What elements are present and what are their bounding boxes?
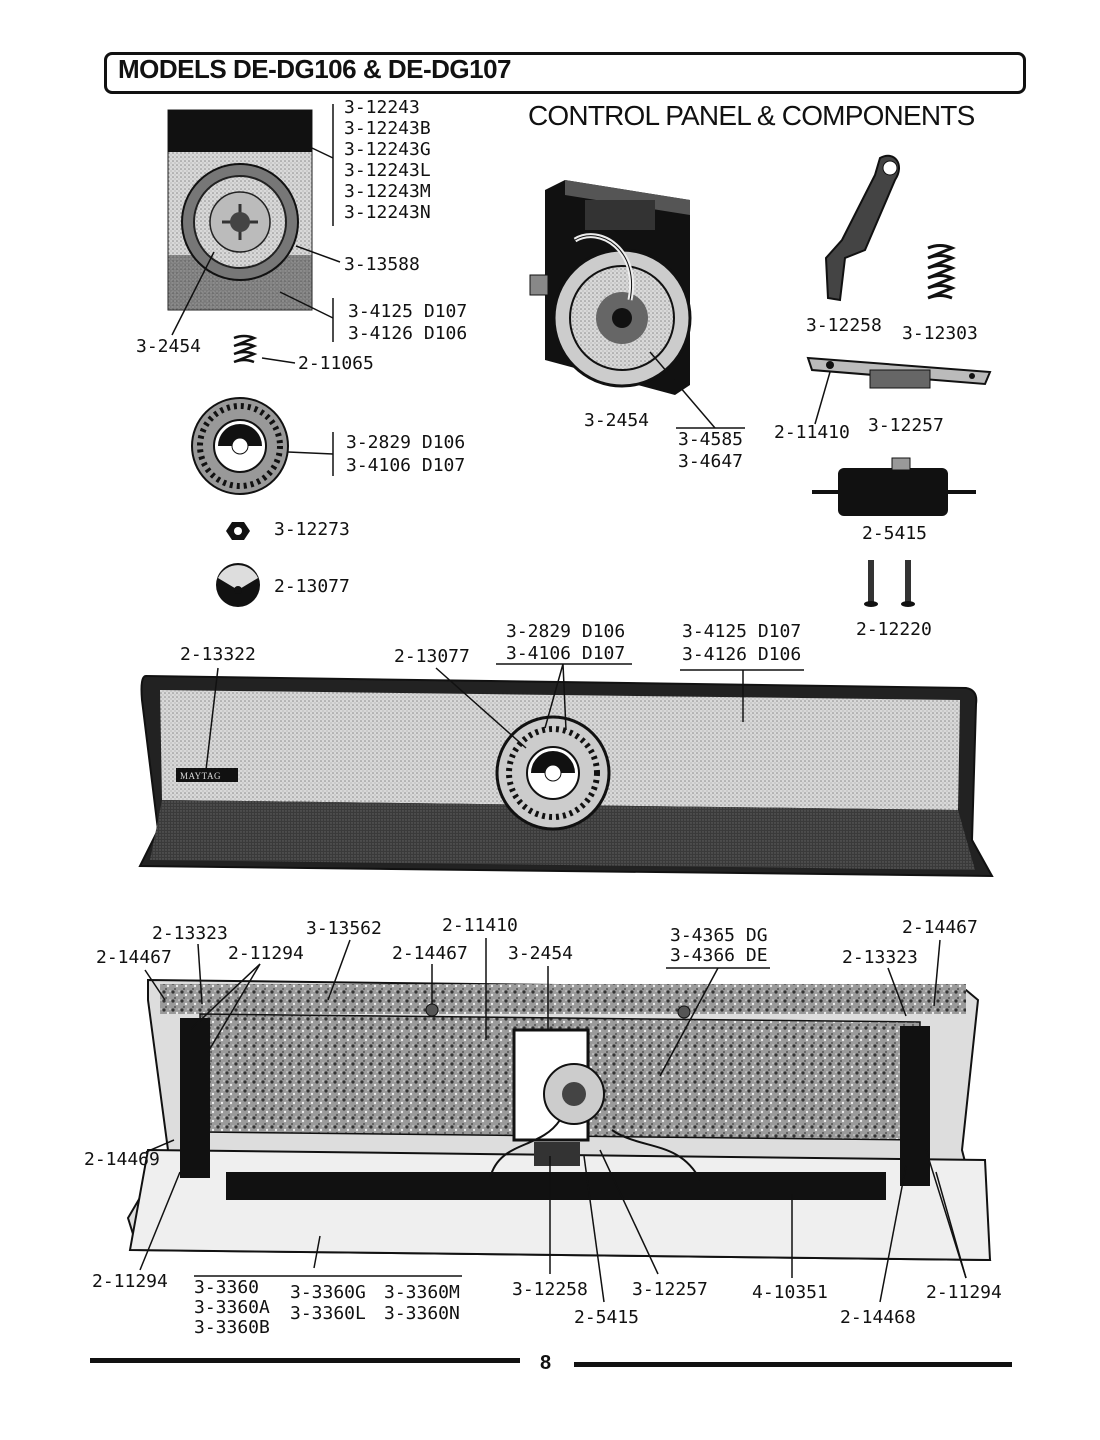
- label-rear-screw-left: 2-14467: [96, 947, 172, 968]
- label-knob-ball: 2-13077: [274, 576, 350, 597]
- label-front-dial-d107: 3-4106 D107: [506, 643, 626, 664]
- section-subtitle: CONTROL PANEL & COMPONENTS: [528, 100, 975, 131]
- label-console-g: 3-3360N: [384, 1303, 460, 1324]
- timer-icon: [530, 180, 690, 395]
- label-rear-timer-clip: 3-2454: [508, 943, 574, 964]
- small-spring-icon: [234, 336, 254, 362]
- label-knob-set-5: 3-12243M: [344, 181, 431, 202]
- label-rear-clip-bottom-right: 2-11294: [926, 1282, 1002, 1303]
- knob-ball-icon: [216, 563, 260, 607]
- label-rear-screw-mid: 2-14467: [392, 943, 468, 964]
- label-timer-a: 3-4585: [678, 429, 744, 450]
- label-rear-screw-bracket: 2-11410: [442, 915, 518, 936]
- label-rear-washer-left: 2-14469: [84, 1149, 160, 1170]
- switch-icon: [812, 458, 976, 516]
- label-knob-set-2: 3-12243B: [344, 118, 431, 139]
- dial-icon: [192, 398, 288, 494]
- label-timer-clip: 3-2454: [584, 410, 650, 431]
- label-console-f: 3-3360M: [384, 1282, 460, 1303]
- label-rear-clip-bottom-left: 2-11294: [92, 1271, 168, 1292]
- label-dial-d107: 3-4106 D107: [346, 455, 466, 476]
- label-rear-strip: 4-10351: [752, 1282, 828, 1303]
- label-rear-clip-left: 2-11294: [228, 943, 304, 964]
- knob-assembly: [168, 110, 312, 310]
- large-spring-icon: [928, 246, 952, 299]
- label-knob-set-3: 3-12243G: [344, 139, 431, 160]
- label-console-a: 3-3360: [194, 1277, 260, 1298]
- label-front-knob: 2-13077: [394, 646, 470, 667]
- label-rear-plate: 3-12257: [632, 1279, 708, 1300]
- label-knob-set-1: 3-12243: [344, 97, 420, 118]
- label-rear-screw-right: 2-14467: [902, 917, 978, 938]
- label-rear-end-cap-left: 2-13323: [152, 923, 228, 944]
- label-rear-harness-de: 3-4366 DE: [670, 945, 768, 966]
- label-rear-washer-right: 2-14468: [840, 1307, 916, 1328]
- brand-logo: MAYTAG: [180, 771, 221, 781]
- label-screw-bracket: 2-11410: [774, 422, 850, 443]
- label-console-d: 3-3360G: [290, 1282, 366, 1303]
- label-knob-set-6: 3-12243N: [344, 202, 431, 223]
- label-front-dial-d106: 3-2829 D106: [506, 621, 626, 642]
- nut-icon: [226, 522, 250, 540]
- label-dial-d106: 3-2829 D106: [346, 432, 466, 453]
- page-number: 8: [540, 1352, 552, 1374]
- label-front-skirt-d106: 3-4126 D106: [682, 644, 802, 665]
- label-screws: 2-12220: [856, 619, 932, 640]
- page-title: MODELS DE-DG106 & DE-DG107: [118, 54, 511, 84]
- label-console-b: 3-3360A: [194, 1297, 270, 1318]
- label-console-e: 3-3360L: [290, 1303, 366, 1324]
- label-nut: 3-12273: [274, 519, 350, 540]
- label-console-c: 3-3360B: [194, 1317, 270, 1338]
- label-spring-small: 2-11065: [298, 353, 374, 374]
- bracket-icon: [826, 156, 899, 300]
- label-knob-skirt-d107: 3-4125 D107: [348, 301, 468, 322]
- label-rear-harness-dg: 3-4365 DG: [670, 925, 768, 946]
- label-rear-switch: 2-5415: [574, 1307, 640, 1328]
- label-rear-bracket: 3-12258: [512, 1279, 588, 1300]
- label-bracket: 3-12258: [806, 315, 882, 336]
- front-panel: [140, 676, 992, 876]
- label-front-skirt-d107: 3-4125 D107: [682, 621, 802, 642]
- footer-rule-right: [574, 1362, 1012, 1367]
- label-timer-b: 3-4647: [678, 451, 744, 472]
- label-spring-large: 3-12303: [902, 323, 978, 344]
- label-switch: 2-5415: [862, 523, 928, 544]
- label-rear-end-cap-right: 2-13323: [842, 947, 918, 968]
- rear-panel: [128, 980, 990, 1260]
- leader-lines-plate: [815, 372, 830, 424]
- label-knob-clip: 3-2454: [136, 336, 202, 357]
- footer-rule-left: [90, 1358, 520, 1363]
- label-front-badge: 2-13322: [180, 644, 256, 665]
- label-rear-panel: 3-13562: [306, 918, 382, 939]
- label-knob-skirt-d106: 3-4126 D106: [348, 323, 468, 344]
- label-plate: 3-12257: [868, 415, 944, 436]
- plate-icon: [808, 358, 990, 388]
- label-knob-insert: 3-13588: [344, 254, 420, 275]
- screws-icon: [864, 560, 915, 607]
- label-knob-set-4: 3-12243L: [344, 160, 431, 181]
